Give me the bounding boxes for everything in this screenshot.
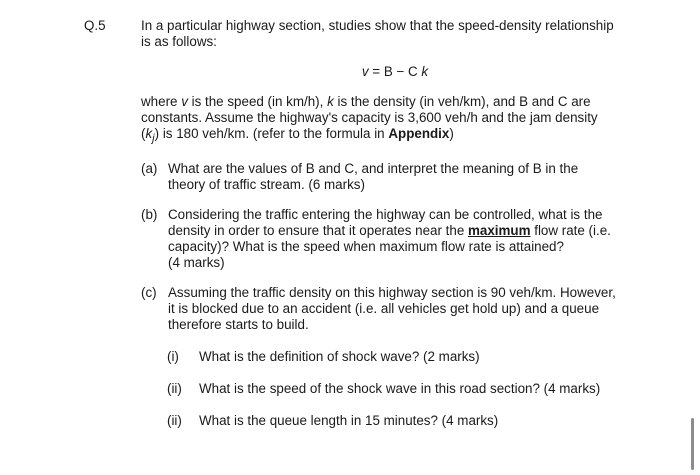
sub-label: (i) — [167, 348, 179, 364]
equation-k: k — [421, 64, 429, 79]
part-b-maximum: maximum — [467, 222, 531, 238]
part-c-text: Assuming the traffic density on this highway section is 90 veh/km. However, it is blocked due to an accident (i.e. all vehicles get hold up) and a queue therefore starts to build. — [168, 284, 616, 332]
question-number: Q.5 — [84, 18, 106, 33]
part-b — [141, 207, 619, 271]
part-c-sub-3 — [141, 413, 619, 429]
question-intro: In a particular highway section, studies show that the speed-density relationship is as follows: — [141, 18, 614, 49]
part-c-sub-1 — [141, 349, 619, 365]
part-c — [141, 285, 619, 333]
jam-density-k: k — [145, 126, 153, 141]
where-k: k — [327, 94, 334, 109]
part-c-sub-2 — [141, 381, 619, 397]
where-text-1: where — [141, 94, 182, 109]
sub-label: (ii) — [167, 412, 182, 428]
part-b-text — [168, 207, 619, 271]
part-a-text: What are the values of B and C, and interpret the meaning of B in the theory of traffic stream. (6 marks) — [168, 160, 579, 192]
appendix-ref: Appendix — [388, 126, 450, 141]
question-body — [141, 18, 619, 429]
part-b-marks: (4 marks) — [168, 254, 225, 270]
equation-v: v — [361, 64, 369, 79]
equation-rhs: = B − C — [368, 64, 422, 79]
where-paragraph — [141, 94, 619, 147]
where-text-4: ) is 180 veh/km. (refer to the formula in — [154, 126, 389, 141]
sub-label: (ii) — [167, 380, 182, 396]
sub-text: What is the speed of the shock wave in this road section? (4 marks) — [199, 380, 601, 396]
speed-density-equation — [141, 64, 619, 80]
where-text-5: ) — [449, 126, 454, 141]
sub-text: What is the queue length in 15 minutes? (4 marks) — [199, 412, 499, 428]
sub-text: What is the definition of shock wave? (2 marks) — [199, 348, 480, 364]
part-a — [141, 161, 619, 193]
part-b-label: (b) — [141, 206, 158, 222]
where-v: v — [181, 94, 188, 109]
part-a-label: (a) — [141, 160, 158, 176]
jam-density-sub: j — [152, 132, 155, 145]
scrollbar-thumb[interactable] — [691, 418, 694, 470]
part-c-label: (c) — [141, 284, 157, 300]
where-text-2: is the speed (in km/h), — [187, 94, 328, 109]
part-b-text-1: Considering the traffic entering the highway can be controlled, what is the density in order to ensure that it operates near the — [168, 206, 603, 238]
part-b-text-2: flow rate (i.e. capacity)? What is the speed when maximum flow rate is attained? — [168, 222, 611, 254]
where-text-3: is the density (in veh/km), and B and C are constants. Assume the highway's capacity is 3,600 veh/h and the jam density ( — [141, 94, 598, 141]
